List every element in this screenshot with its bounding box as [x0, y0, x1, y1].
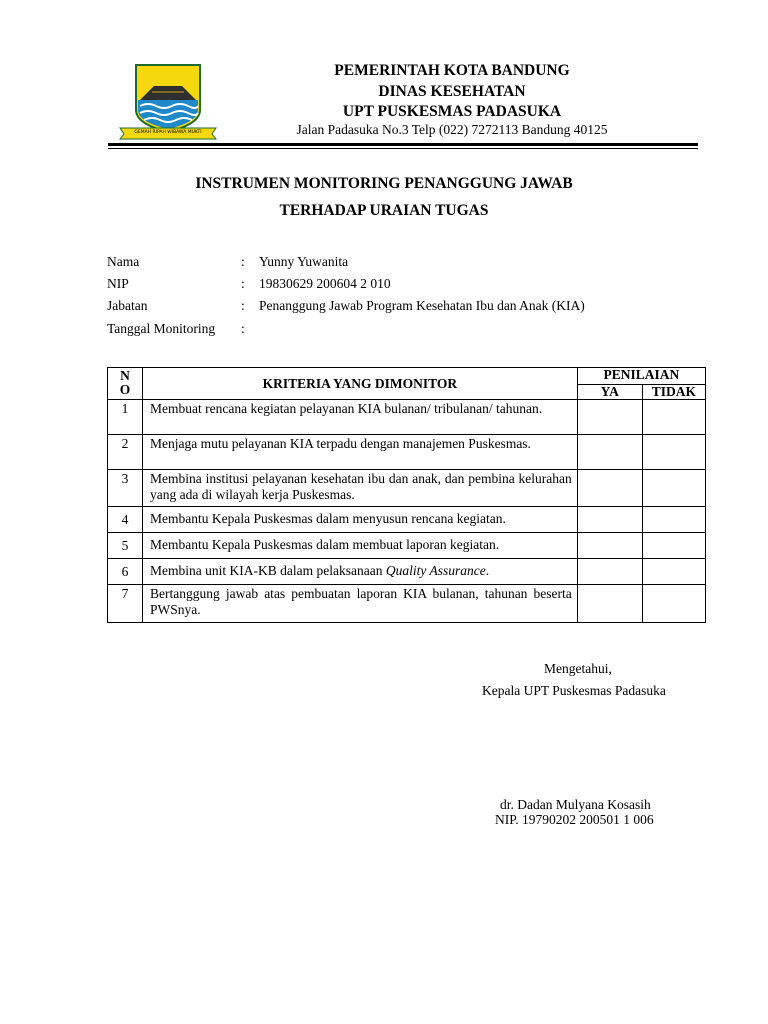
header-criteria: KRITERIA YANG DIMONITOR: [143, 368, 578, 400]
table-row: [108, 470, 706, 507]
row-criteria: Menjaga mutu pelayanan KIA terpadu dengan manajemen Puskesmas.: [143, 435, 578, 470]
row-no-cell[interactable]: [642, 400, 705, 435]
identity-separator: :: [241, 254, 245, 269]
identity-separator: :: [241, 276, 245, 291]
row-criteria: Membina institusi pelayanan kesehatan ibu dan anak, dan pembina kelurahan yang ada di wilayah kerja Puskesmas.: [143, 470, 578, 507]
identity-separator: :: [241, 298, 245, 313]
header-number: [108, 368, 143, 400]
signature-nip: NIP. 19790202 200501 1 006: [495, 812, 654, 827]
row-criteria-text-end: .: [485, 563, 490, 578]
letterhead-unit: UPT PUSKESMAS PADASUKA: [342, 103, 562, 120]
identity-separator: :: [241, 321, 245, 336]
table-row: [108, 507, 706, 533]
row-number: 2: [108, 435, 143, 470]
row-number: 5: [108, 533, 143, 559]
row-yes-cell[interactable]: [577, 400, 642, 435]
row-yes-cell[interactable]: [577, 470, 642, 507]
table-row: [108, 533, 706, 559]
row-yes-cell[interactable]: [577, 435, 642, 470]
monitoring-criteria-table: [107, 367, 706, 623]
row-criteria: Membantu Kepala Puskesmas dalam menyusun rencana kegiatan.: [143, 507, 578, 533]
header-assessment: PENILAIAN: [577, 368, 705, 385]
header-number-line-2: O: [119, 382, 131, 397]
row-no-cell[interactable]: [642, 559, 705, 585]
row-yes-cell[interactable]: [577, 585, 642, 623]
identity-label: NIP: [107, 276, 129, 291]
row-criteria: Bertanggung jawab atas pembuatan laporan KIA bulanan, tahunan beserta PWSnya.: [143, 585, 578, 623]
row-criteria: Membuat rencana kegiatan pelayanan KIA bulanan/ tribulanan/ tahunan.: [143, 400, 578, 435]
document-title-line-1: INSTRUMEN MONITORING PENANGGUNG JAWAB: [195, 175, 573, 192]
row-criteria: Membantu Kepala Puskesmas dalam membuat laporan kegiatan.: [143, 533, 578, 559]
row-no-cell[interactable]: [642, 470, 705, 507]
letterhead-government: PEMERINTAH KOTA BANDUNG: [334, 62, 570, 79]
row-number: 3: [108, 470, 143, 507]
identity-value: Penanggung Jawab Program Kesehatan Ibu dan Anak (KIA): [259, 298, 585, 313]
identity-label: Jabatan: [107, 298, 148, 313]
table-row: [108, 400, 706, 435]
row-no-cell[interactable]: [642, 435, 705, 470]
table-row: [108, 435, 706, 470]
signature-name: dr. Dadan Mulyana Kosasih: [500, 797, 651, 812]
document-title-line-2: TERHADAP URAIAN TUGAS: [279, 202, 489, 219]
row-criteria-italic-term: Quality Assurance: [385, 563, 486, 578]
row-no-cell[interactable]: [642, 585, 705, 623]
letterhead-divider-thin: [108, 148, 698, 149]
table-row: [108, 585, 706, 623]
header-number-line-1: N: [120, 368, 130, 383]
row-no-cell[interactable]: [642, 507, 705, 533]
letterhead-address: Jalan Padasuka No.3 Telp (022) 7272113 Bandung 40125: [296, 122, 608, 137]
identity-value: 19830629 200604 2 010: [259, 276, 391, 291]
row-number: 6: [108, 559, 143, 585]
row-yes-cell[interactable]: [577, 533, 642, 559]
header-no-answer: TIDAK: [642, 385, 705, 400]
row-number: 1: [108, 400, 143, 435]
letterhead-divider-thick: [108, 143, 698, 146]
row-yes-cell[interactable]: [577, 559, 642, 585]
letterhead-department: DINAS KESEHATAN: [378, 83, 526, 100]
signature-position: Kepala UPT Puskesmas Padasuka: [482, 683, 666, 698]
header-yes: YA: [577, 385, 642, 400]
identity-label: Nama: [107, 254, 140, 269]
emblem-motto: GEMAH RIPAH WIBAWA MUKTI: [134, 130, 202, 135]
row-criteria-text: Membina unit KIA-KB dalam pelaksanaan: [150, 563, 386, 578]
row-yes-cell[interactable]: [577, 507, 642, 533]
row-number: 7: [108, 585, 143, 623]
identity-label: Tanggal Monitoring: [107, 321, 216, 336]
row-no-cell[interactable]: [642, 533, 705, 559]
signature-acknowledged: Mengetahui,: [544, 661, 612, 676]
identity-value: Yunny Yuwanita: [259, 254, 349, 269]
table-row: [108, 559, 706, 585]
row-criteria: [143, 559, 578, 585]
row-number: 4: [108, 507, 143, 533]
